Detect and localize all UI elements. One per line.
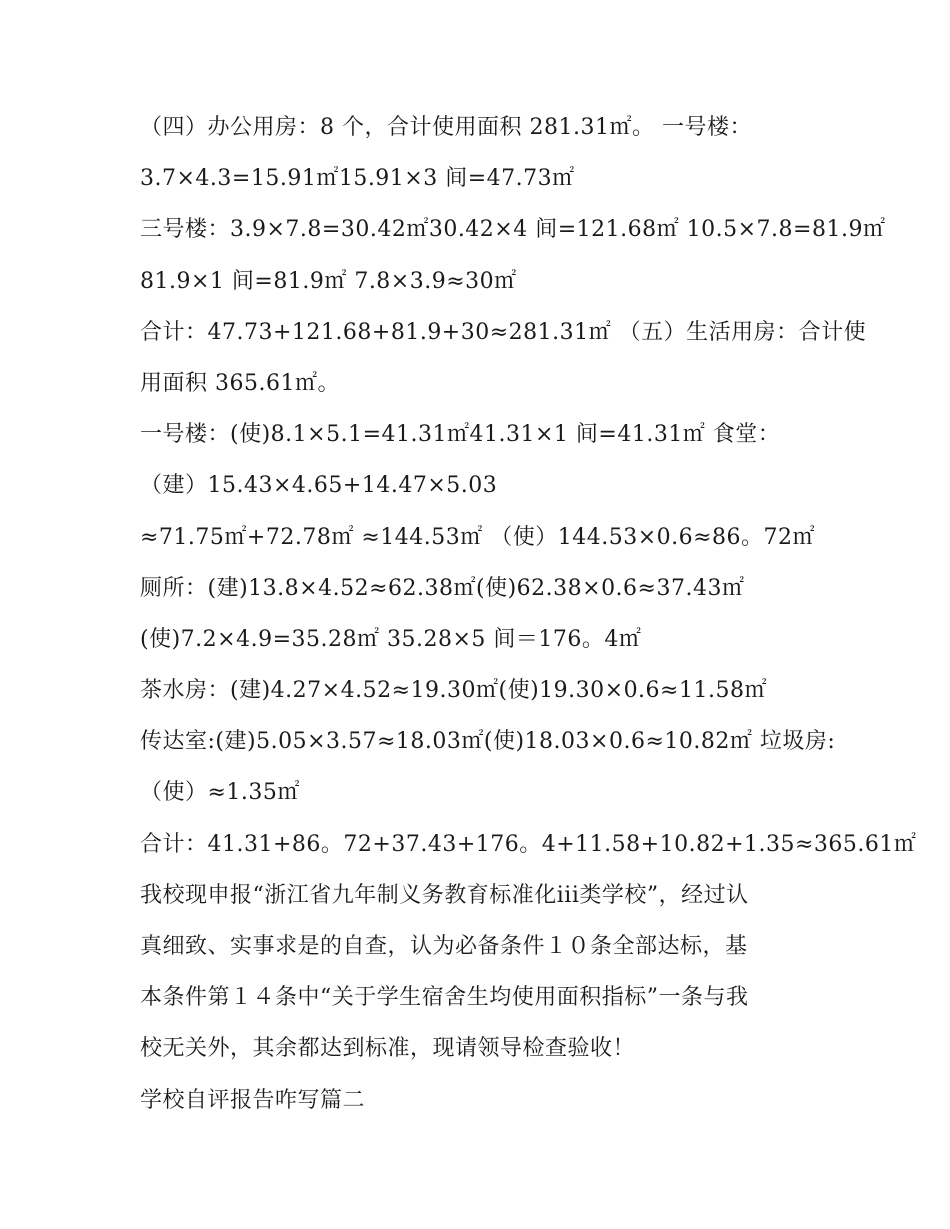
text-line: 一号楼：(使)8.1×5.1=41.31㎡41.31×1 间=41.31㎡ 食堂： [140, 422, 781, 448]
document-body [140, 108, 917, 1132]
paragraph-line: 我校现申报“浙江省九年制义务教育标准化iii类学校”，经过认 [140, 882, 749, 908]
text-line: （建）15.43×4.65+14.47×5.03 [140, 473, 498, 499]
paragraph-line: 本条件第１４条中“关于学生宿舍生均使用面积指标”一条与我 [140, 985, 749, 1011]
text-line: 三号楼：3.9×7.8=30.42㎡30.42×4 间=121.68㎡ 10.5×7.8=81.9㎡ [140, 217, 886, 243]
text-line: (使)7.2×4.9=35.28㎡ 35.28×5 间＝176。4㎡ [140, 626, 642, 652]
text-line: 合计：47.73+121.68+81.9+30≈281.31㎡ （五）生活用房：合计使 [140, 319, 867, 345]
text-line: 81.9×1 间=81.9㎡ 7.8×3.9≈30㎡ [140, 268, 517, 294]
paragraph-line: 校无关外，其余都达到标准，现请领导检查验收！ [140, 1036, 636, 1062]
text-line: 合计：41.31+86。72+37.43+176。4+11.58+10.82+1.35≈365.61㎡ [140, 831, 917, 857]
text-line: 用面积 365.61㎡。 [140, 370, 340, 396]
text-line: 3.7×4.3=15.91㎡15.91×3 间=47.73㎡ [140, 166, 575, 192]
text-line: （使）≈1.35㎡ [140, 780, 300, 806]
paragraph-line: 真细致、实事求是的自查，认为必备条件１０条全部达标，基 [140, 934, 748, 959]
text-line: 茶水房：(建)4.27×4.52≈19.30㎡(使)19.30×0.6≈11.58㎡ [140, 678, 767, 704]
text-line: （四）办公用房：8 个，合计使用面积 281.31㎡。 一号楼： [140, 115, 752, 140]
text-line: 厕所：(建)13.8×4.52≈62.38㎡(使)62.38×0.6≈37.43㎡ [140, 575, 745, 601]
text-line: 传达室:(建)5.05×3.57≈18.03㎡(使)18.03×0.6≈10.82㎡ 垃圾房: [140, 729, 836, 755]
text-line: ≈71.75㎡+72.78㎡ ≈144.53㎡ （使）144.53×0.6≈86。72㎡ [140, 524, 816, 550]
section-heading: 学校自评报告咋写篇二 [140, 1087, 366, 1113]
